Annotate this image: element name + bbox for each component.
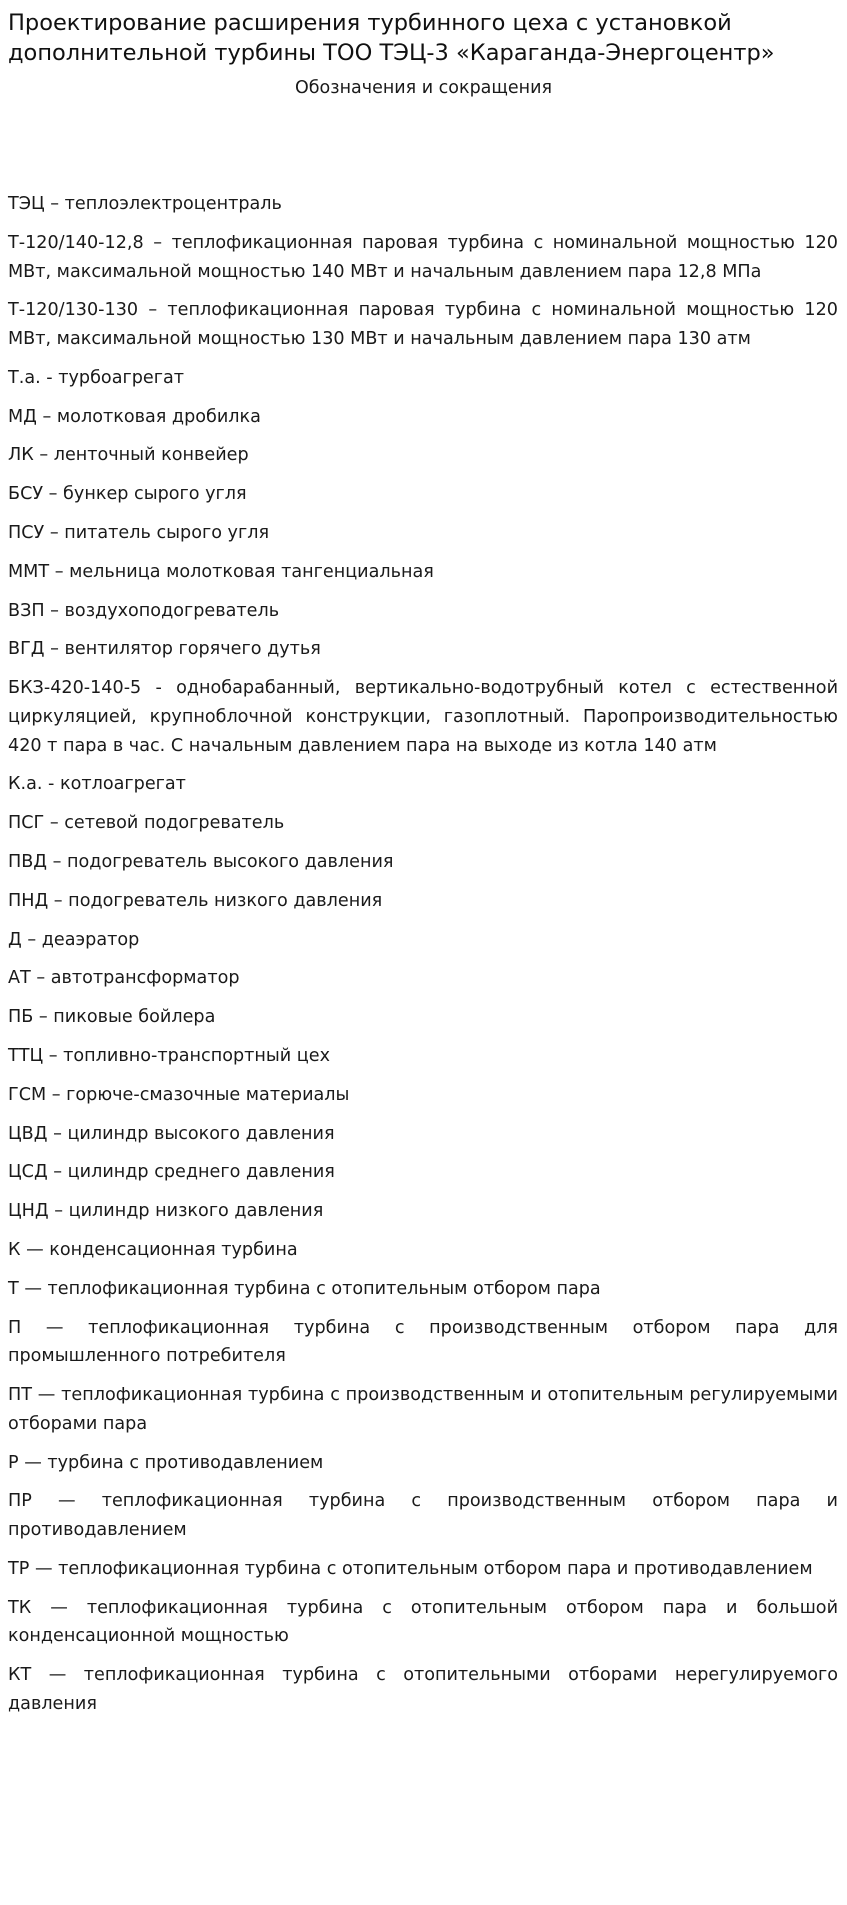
abbreviation-item: ТТЦ – топливно-транспортный цех: [8, 1045, 331, 1066]
abbreviation-item: Т — теплофикационная турбина с отопительным отбором пара: [8, 1278, 601, 1299]
page-title: Проектирование расширения турбинного цеха с установкой дополнительной турбины ТОО ТЭЦ-3 «Караганда-Энергоцентр»: [8, 10, 775, 66]
abbreviation-item: ПСУ – питатель сырого угля: [8, 522, 270, 543]
abbreviation-item: Т-120/140-12,8 – теплофикационная паровая турбина с номинальной мощностью 120 МВт, максимальной мощностью 140 МВт и начальным давлением пара 12,8 МПа: [8, 232, 838, 282]
abbreviation-item: ПБ – пиковые бойлера: [8, 1007, 216, 1028]
abbreviation-item: АТ – автотрансформатор: [8, 968, 240, 989]
abbreviation-item: ПСГ – сетевой подогреватель: [8, 813, 285, 834]
abbreviation-item: ТЭЦ – теплоэлектроцентраль: [8, 194, 282, 214]
abbreviation-item: К — конденсационная турбина: [8, 1239, 298, 1260]
section-subtitle: Обозначения и сокращения: [294, 78, 552, 98]
abbreviation-item: БКЗ-420-140-5 - однобарабанный, вертикально-водотрубный котел с естественной циркуляцией, крупноблочной конструкции, газоплотный. Паропроизводительностью 420 т пара в час. С начальным давлением пара на выходе из котла 140 атм: [8, 678, 838, 756]
abbreviation-item: ЦНД – цилиндр низкого давления: [8, 1201, 324, 1222]
abbreviation-item: ПР — теплофикационная турбина с производственным отбором пара и противодавлением: [8, 1491, 838, 1541]
abbreviation-item: БСУ – бункер сырого угля: [8, 484, 247, 505]
abbreviation-item: ТР — теплофикационная турбина с отопительным отбором пара и противодавлением: [8, 1558, 813, 1579]
abbreviation-item: Т-120/130-130 – теплофикационная паровая турбина с номинальной мощностью 120 МВт, максимальной мощностью 130 МВт и начальным давлением пара 130 атм: [8, 300, 838, 349]
abbreviation-item: ВГД – вентилятор горячего дутья: [8, 639, 321, 660]
abbreviation-item: ММТ – мельница молотковая тангенциальная: [8, 561, 434, 582]
abbreviation-item: Р — турбина с противодавлением: [8, 1452, 324, 1473]
abbreviation-item: ПВД – подогреватель высокого давления: [8, 851, 394, 872]
abbreviation-item: ВЗП – воздухоподогреватель: [8, 600, 280, 621]
abbreviation-item: КТ — теплофикационная турбина с отопительными отборами нерегулируемого давления: [8, 1665, 838, 1714]
abbreviation-item: ПТ — теплофикационная турбина с производственным и отопительным регулируемыми отборами пара: [8, 1385, 838, 1434]
abbreviation-item: ЦСД – цилиндр среднего давления: [8, 1162, 335, 1183]
abbreviation-item: Т.а. - турбоагрегат: [8, 367, 184, 388]
abbreviation-item: ЛК – ленточный конвейер: [8, 445, 249, 466]
abbreviation-item: П — теплофикационная турбина с производственным отбором пара для промышленного потребителя: [8, 1317, 838, 1367]
abbreviation-item: ЦВД – цилиндр высокого давления: [8, 1123, 335, 1144]
abbreviation-item: ПНД – подогреватель низкого давления: [8, 890, 383, 911]
abbreviation-item: ГСМ – горюче-смазочные материалы: [8, 1084, 350, 1105]
abbreviation-item: К.а. - котлоагрегат: [8, 774, 186, 795]
abbreviation-item: МД – молотковая дробилка: [8, 406, 261, 427]
abbreviation-list: [8, 190, 838, 1729]
abbreviation-item: ТК — теплофикационная турбина с отопительным отбором пара и большой конденсационной мощностью: [8, 1597, 838, 1647]
abbreviation-item: Д – деаэратор: [8, 929, 140, 950]
